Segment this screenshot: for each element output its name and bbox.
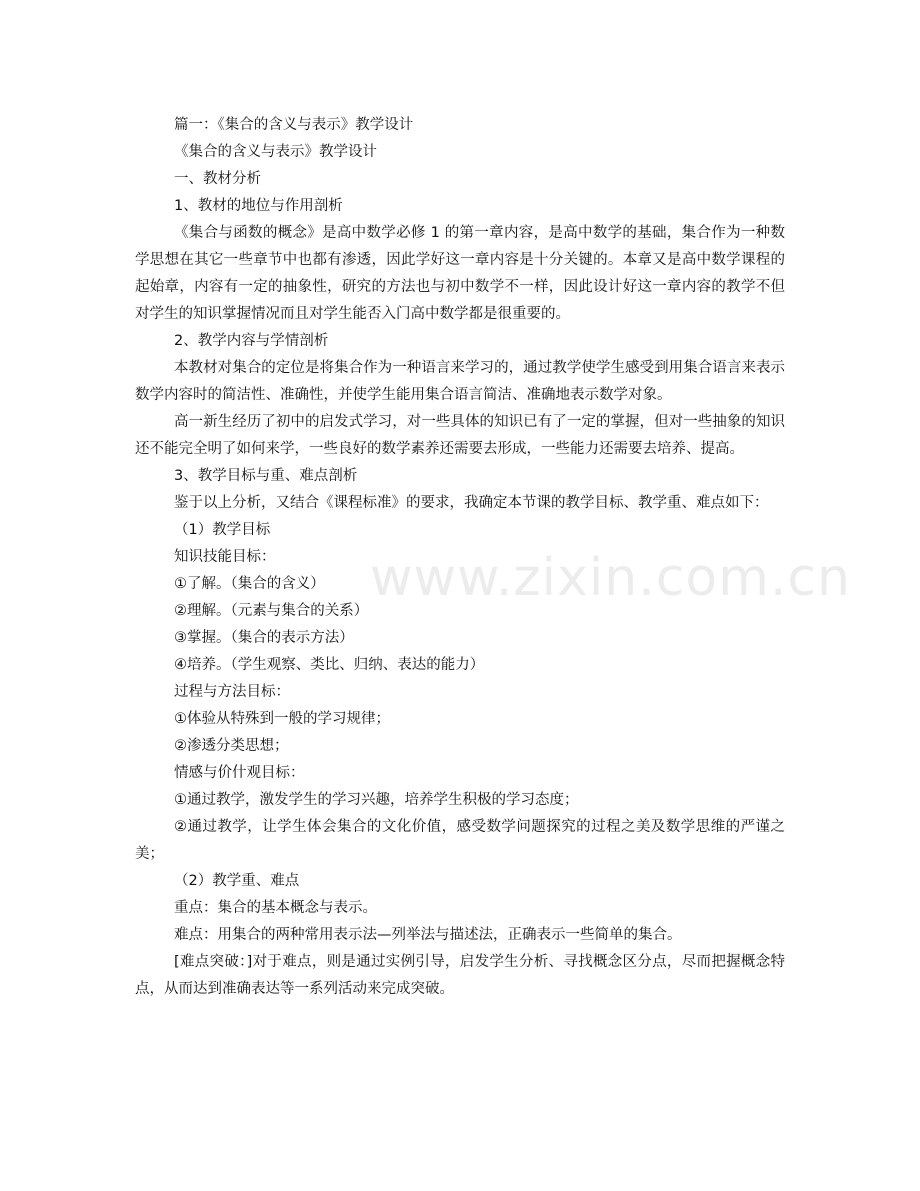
knowledge-item: ④培养。（学生观察、类比、归纳、表达的能力） bbox=[174, 657, 485, 673]
design-title: 《集合的含义与表示》教学设计 bbox=[174, 144, 377, 160]
paragraph-3: 高一新生经历了初中的启发式学习，对一些具体的知识已有了一定的掌握，但对一些抽象的知识还不能完全明了如何来学，一些良好的数学素养还需要去形成，一些能力还需要去培养、提高。 bbox=[135, 414, 785, 457]
watermark: www.zixin.com.cn bbox=[370, 548, 851, 608]
knowledge-item: ②理解。（元素与集合的关系） bbox=[174, 603, 369, 619]
paragraph-1: 《集合与函数的概念》是高中数学必修 1 的第一章内容，是高中数学的基础，集合作为一种数学思想在其它一些章节中也都有渗透，因此学好这一章内容是十分关键的。本章又是高中数学课程的起始章，内容有一定的抽象性，研究的方法也与初中数学不一样，因此设计好这一章内容的教学不但对学生的知识掌握情况而且对学生能否入门高中数学都是很重要的。 bbox=[135, 225, 785, 322]
knowledge-item: ①了解。（集合的含义） bbox=[174, 576, 325, 592]
process-item: ②渗透分类思想； bbox=[174, 738, 289, 754]
knowledge-title: 知识技能目标： bbox=[174, 549, 276, 565]
sub-heading-objectives: （1）教学目标 bbox=[174, 522, 271, 538]
section-heading-1: 一、教材分析 bbox=[174, 171, 261, 187]
process-title: 过程与方法目标： bbox=[174, 684, 290, 700]
article-title: 篇一：《集合的含义与表示》教学设计 bbox=[174, 117, 414, 133]
subsection-heading-1: 1、教材的地位与作用剖析 bbox=[174, 198, 343, 214]
emotion-item: ②通过教学，让学生体会集合的文化价值，感受数学问题探究的过程之美及数学思维的严谨之美； bbox=[135, 819, 785, 862]
emotion-title: 情感与价什观目标： bbox=[174, 765, 305, 781]
key-point: 重点：集合的基本概念与表示。 bbox=[174, 900, 377, 916]
emotion-item: ①通过教学，激发学生的学习兴趣，培养学生积极的学习态度； bbox=[174, 792, 579, 808]
subsection-heading-2: 2、教学内容与学情剖析 bbox=[174, 333, 329, 349]
process-item: ①体验从特殊到一般的学习规律； bbox=[174, 711, 390, 727]
difficult-point: 难点：用集合的两种常用表示法—列举法与描述法，正确表示一些简单的集合。 bbox=[174, 927, 682, 943]
paragraph-2: 本教材对集合的定位是将集合作为一种语言来学习的，通过教学使学生感受到用集合语言来表示数学内容时的简洁性、准确性，并使学生能用集合语言简洁、准确地表示数学对象。 bbox=[135, 360, 785, 403]
subsection-heading-3: 3、教学目标与重、难点剖析 bbox=[174, 468, 358, 484]
knowledge-item: ③掌握。（集合的表示方法） bbox=[174, 630, 354, 646]
sub-heading-key-points: （2）教学重、难点 bbox=[174, 873, 300, 889]
breakthrough-paragraph: [难点突破：]对于难点，则是通过实例引导，启发学生分析、寻找概念区分点，尽而把握概念特点，从而达到准确表达等一系列活动来完成突破。 bbox=[135, 954, 785, 997]
paragraph-4: 鉴于以上分析，又结合《课程标准》的要求，我确定本节课的教学目标、教学重、难点如下： bbox=[174, 495, 769, 511]
document-body bbox=[135, 112, 785, 1003]
